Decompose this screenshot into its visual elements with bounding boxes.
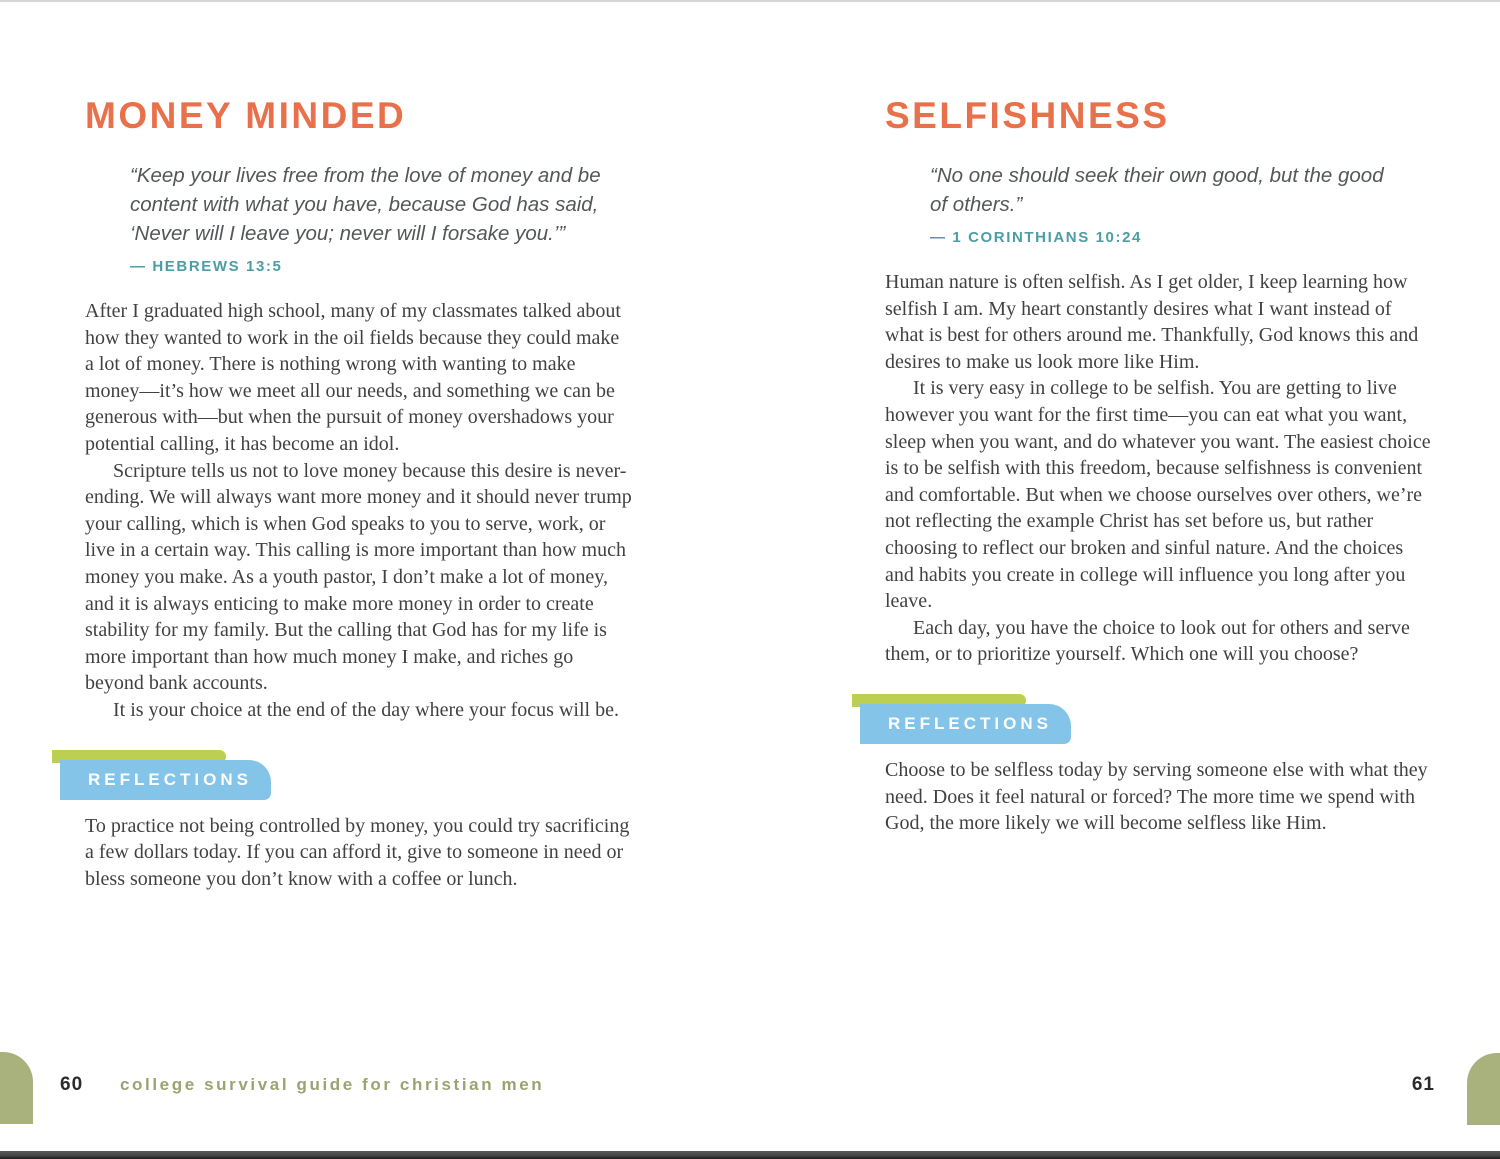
body-text [885, 269, 1433, 668]
page-number: 61 [1411, 1074, 1435, 1095]
page-title: MONEY MINDED [85, 95, 407, 136]
body-paragraph: Each day, you have the choice to look out for others and serve them, or to prioritize yourself. Which one will you choose? [885, 616, 1410, 666]
body-paragraph: After I graduated high school, many of my classmates talked about how they wanted to work in the oil fields because they could make a lot of money. There is nothing wrong with wanting to make money—it’s how we meet all our needs, and something we can be generous with—but when the pursuit of money overshadows your potential calling, it has become an idol. [85, 300, 621, 455]
reflections-badge [60, 760, 271, 800]
body-text [85, 298, 633, 724]
scripture-quote: “No one should seek their own good, but the good of others.” [930, 164, 1384, 216]
page-number: 60 [60, 1074, 84, 1095]
page-title: SELFISHNESS [885, 95, 1170, 136]
right-page [885, 2, 1433, 837]
reflections-label: REFLECTIONS [60, 760, 271, 800]
body-paragraph: It is very easy in college to be selfish. You are getting to live however you want for the first time—you can eat what you want, sleep when you want, and do whatever you want. The easiest choice is to be selfish with this freedom, because selfishness is convenient and comfortable. But when we choose ourselves over others, we’re not reflecting the example Christ has set before us, but rather choosing to reflect our broken and sinful nature. And the choices and habits you create in college will influence you long after you leave. [885, 377, 1431, 613]
reflection-text: Choose to be selfless today by serving someone else with what they need. Does it feel natural or forced? The more time we spend with God, the more likely we will become selfless like Him. [885, 758, 1428, 835]
body-paragraph: It is your choice at the end of the day where your focus will be. [113, 698, 619, 721]
reflection-text: To practice not being controlled by money, you could try sacrificing a few dollars today. If you can afford it, give to someone in need or bless someone you don’t know with a coffee or lunch. [85, 814, 630, 890]
scripture-quote: “Keep your lives free from the love of money and be content with what you have, because God has said, ‘Never will I leave you; never will I forsake you.’” [130, 164, 601, 245]
scripture-reference: — HEBREWS 13:5 [130, 258, 283, 275]
footer-book-title: college survival guide for christian men [120, 1075, 545, 1094]
body-paragraph: Scripture tells us not to love money because this desire is never-ending. We will always want more money and it should never trump your calling, which is when God speaks to you to serve, work, or live in a certain way. This calling is more important than how much money you make. As a youth pastor, I don’t make a lot of money, and it is always enticing to make more money in order to create stability for my family. But the calling that God has for my life is more important than how much money I make, and riches go beyond bank accounts. [85, 459, 632, 695]
left-page [85, 2, 633, 892]
corner-tab-left [0, 1052, 33, 1124]
reflections-badge [860, 704, 1071, 744]
body-paragraph: Human nature is often selfish. As I get older, I keep learning how selfish I am. My heart constantly desires what I want instead of what is best for others around me. Thankfully, God knows this and desires to make us look more like Him. [885, 271, 1419, 373]
bottom-bar [0, 1151, 1500, 1159]
corner-tab-right [1467, 1053, 1500, 1125]
reflections-label: REFLECTIONS [860, 704, 1071, 744]
scripture-reference: — 1 CORINTHIANS 10:24 [930, 229, 1142, 246]
